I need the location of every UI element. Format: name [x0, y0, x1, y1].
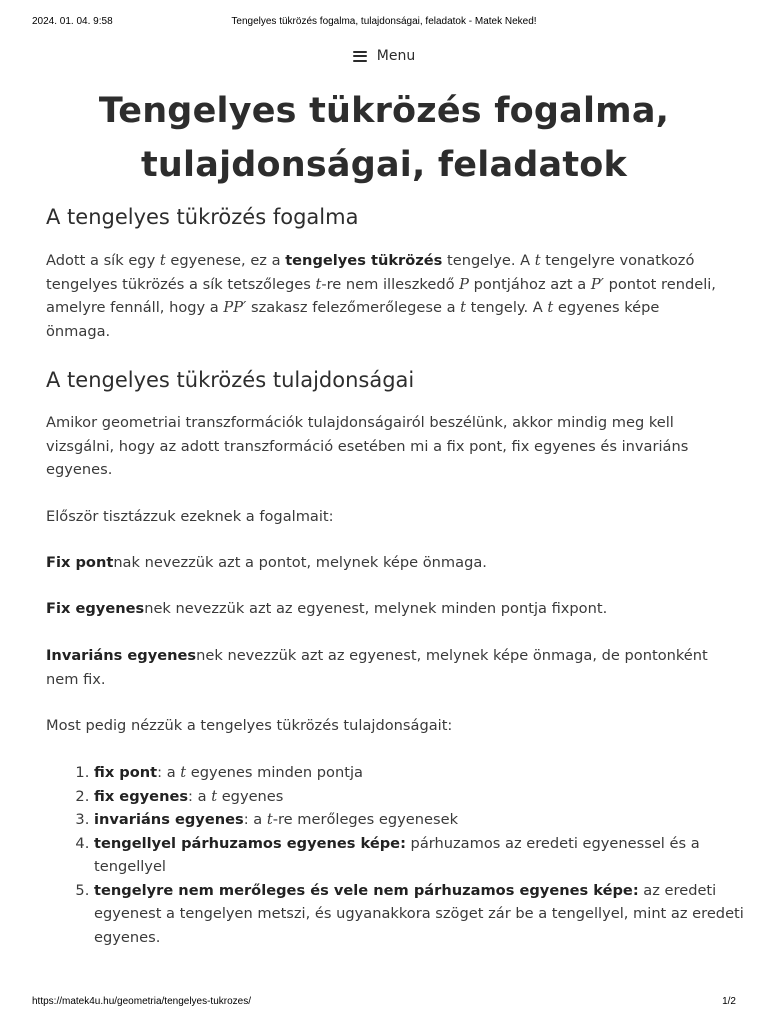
definition-paragraph: Adott a sík egy t egyenese, ez a tengelyes tükrözés tengelye. A t tengelyre vonatkozó tengelyes tükrözés a sík tetszőleges t-re nem illeszkedő P pontjához azt a P′ pontot rendeli, amelyre fennáll, hogy a PP′ szakasz felezőmerőlegese a t tengely. A t egyenes képe önmaga.: [46, 252, 716, 340]
page-url: https://matek4u.hu/geometria/tengelyes-tukrozes/: [32, 996, 252, 1007]
page-title-line2: tulajdonságai, feladatok: [141, 145, 627, 185]
properties-list: [46, 761, 768, 949]
fixed-line-definition: Fix egyenesnek nevezzük azt az egyenest, melynek minden pontja fixpont.: [46, 600, 608, 617]
section-heading-properties: A tengelyes tükrözés tulajdonságai: [46, 368, 415, 392]
list-item: 2. fix egyenes: a t egyenes: [94, 785, 768, 809]
fixed-point-definition: Fix pontnak nevezzük azt a pontot, melynek képe önmaga.: [46, 554, 487, 571]
properties-list-intro: Most pedig nézzük a tengelyes tükrözés tulajdonságait:: [46, 717, 453, 734]
page-number: 1/2: [722, 996, 736, 1007]
page-title: [60, 84, 708, 192]
invariant-line-definition: Invariáns egyenesnek nevezzük azt az egyenest, melynek képe önmaga, de pontonként nem fix.: [46, 647, 708, 688]
concepts-intro-paragraph: Először tisztázzuk ezeknek a fogalmait:: [46, 508, 334, 525]
properties-intro-paragraph: Amikor geometriai transzformációk tulajdonságairól beszélünk, akkor mindig meg kell vizsgálni, hogy az adott transzformáció esetében mi a fix pont, fix egyenes és invariáns egyenes.: [46, 414, 689, 478]
hamburger-menu-icon: [353, 51, 367, 62]
menu-button[interactable]: [0, 46, 768, 66]
print-header: [0, 16, 768, 30]
section-heading-definition: A tengelyes tükrözés fogalma: [46, 205, 359, 229]
menu-label: Menu: [376, 48, 416, 64]
print-date: 2024. 01. 04. 9:58: [32, 16, 113, 27]
print-footer: [0, 996, 768, 1010]
list-item: 3. invariáns egyenes: a t-re merőleges egyenesek: [94, 808, 768, 832]
list-item: 1. fix pont: a t egyenes minden pontja: [94, 761, 768, 785]
print-document-title: Tengelyes tükrözés fogalma, tulajdonságai, feladatok - Matek Neked!: [231, 16, 537, 27]
list-item: 5. tengelyre nem merőleges és vele nem párhuzamos egyenes képe: az eredeti egyenest a tengelyen metszi, és ugyanakkora szöget zár be a tengellyel, mint az eredeti egyenes.: [94, 879, 768, 950]
page-title-line1: Tengelyes tükrözés fogalma,: [98, 91, 670, 131]
list-item: 4. tengellyel párhuzamos egyenes képe: párhuzamos az eredeti egyenessel és a tengellyel: [94, 832, 768, 879]
